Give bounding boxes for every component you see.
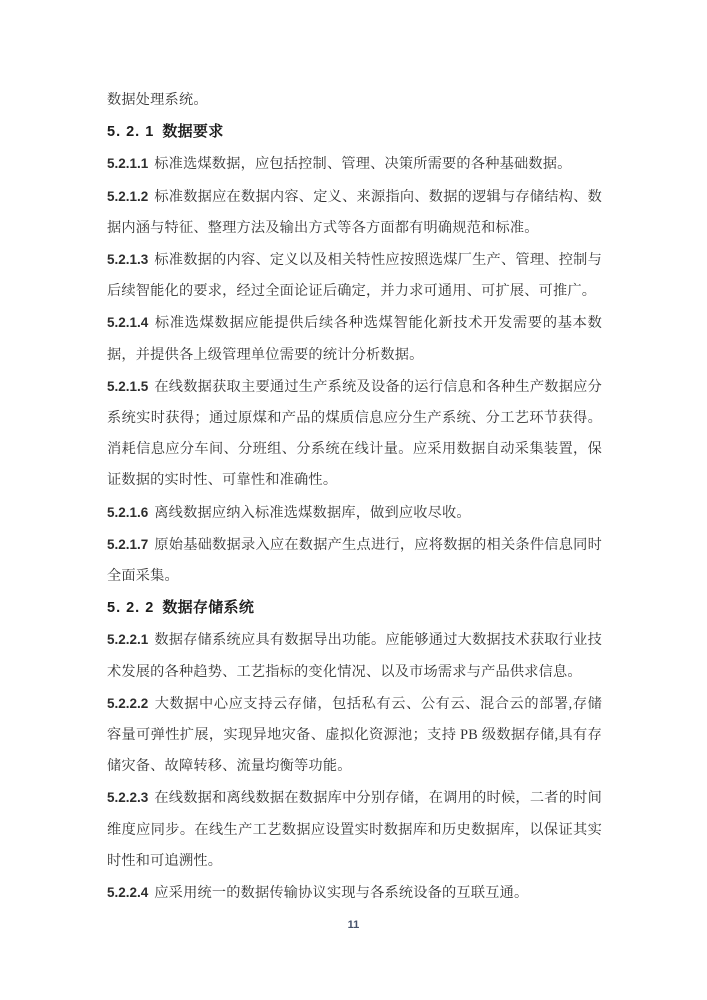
- clause-paragraph: [107, 244, 602, 307]
- heading-number: 5. 2. 1: [107, 124, 155, 141]
- clause-paragraph: [107, 877, 602, 909]
- clause-number: 5.2.1.2: [107, 188, 149, 204]
- clause-paragraph: [107, 688, 602, 783]
- clause-text: 在线数据和离线数据在数据库中分别存储，在调用的时候，二者的时间维度应同步。在线生产工艺数据应设置实时数据库和历史数据库，以保证其实时性和可追溯性。: [107, 790, 602, 869]
- heading-number: 5. 2. 2: [107, 600, 155, 617]
- clause-number: 5.2.2.2: [107, 695, 149, 711]
- section-heading: [107, 592, 602, 624]
- clause-paragraph: [107, 371, 602, 497]
- clause-paragraph: [107, 529, 602, 592]
- clause-paragraph: [107, 782, 602, 877]
- continued-paragraph: [107, 85, 602, 116]
- paragraph-text: 数据处理系统。: [107, 92, 208, 108]
- document-content: [107, 85, 602, 909]
- clause-text: 应采用统一的数据传输协议实现与各系统设备的互联互通。: [154, 885, 529, 902]
- clause-text: 数据存储系统应具有数据导出功能。应能够通过大数据技术获取行业技术发展的各种趋势、工艺指标的变化情况、以及市场需求与产品供求信息。: [107, 632, 602, 680]
- clause-paragraph: [107, 497, 602, 529]
- heading-text: 数据要求: [162, 123, 224, 141]
- clause-number: 5.2.2.1: [107, 632, 149, 648]
- clause-text: 标准数据应在数据内容、定义、来源指向、数据的逻辑与存储结构、数据内涵与特征、整理方法及输出方式等各方面都有明确规范和标准。: [107, 188, 602, 236]
- clause-paragraph: [107, 181, 602, 244]
- clause-paragraph: [107, 307, 602, 370]
- clause-text: 标准选煤数据应能提供后续各种选煤智能化新技术开发需要的基本数据，并提供各上级管理单位需要的统计分析数据。: [107, 315, 602, 363]
- page-number: 11: [347, 919, 360, 931]
- clause-number: 5.2.1.4: [107, 315, 149, 331]
- clause-text: 大数据中心应支持云存储，包括私有云、公有云、混合云的部署,存储容量可弹性扩展，实现异地灾备、虚拟化资源池；支持 PB 级数据存储,具有存储灾备、故障转移、流量均衡等功能。: [107, 695, 602, 775]
- clause-text: 标准数据的内容、定义以及相关特性应按照选煤厂生产、管理、控制与后续智能化的要求，经过全面论证后确定，并力求可通用、可扩展、可推广。: [107, 252, 602, 300]
- clause-paragraph: [107, 148, 602, 180]
- clause-text: 离线数据应纳入标准选煤数据库，做到应收尽收。: [154, 504, 471, 521]
- clause-text: 原始基础数据录入应在数据产生点进行，应将数据的相关条件信息同时全面采集。: [107, 536, 602, 585]
- clause-number: 5.2.2.4: [107, 885, 149, 901]
- clause-number: 5.2.1.1: [107, 156, 149, 172]
- clause-number: 5.2.1.6: [107, 504, 149, 520]
- clause-number: 5.2.2.3: [107, 790, 149, 806]
- clause-text: 在线数据获取主要通过生产系统及设备的运行信息和各种生产数据应分系统实时获得；通过原煤和产品的煤质信息应分生产系统、分工艺环节获得。消耗信息应分车间、分班组、分系统在线计量。应采用数据自动采集装置，保证数据的实时性、可靠性和准确性。: [107, 378, 602, 489]
- clause-paragraph: [107, 624, 602, 687]
- clause-number: 5.2.1.7: [107, 536, 149, 552]
- section-heading: [107, 116, 602, 148]
- heading-text: 数据存储系统: [162, 599, 255, 617]
- clause-text: 标准选煤数据，应包括控制、管理、决策所需要的各种基础数据。: [154, 156, 572, 173]
- clause-number: 5.2.1.5: [107, 378, 149, 394]
- clause-number: 5.2.1.3: [107, 252, 149, 268]
